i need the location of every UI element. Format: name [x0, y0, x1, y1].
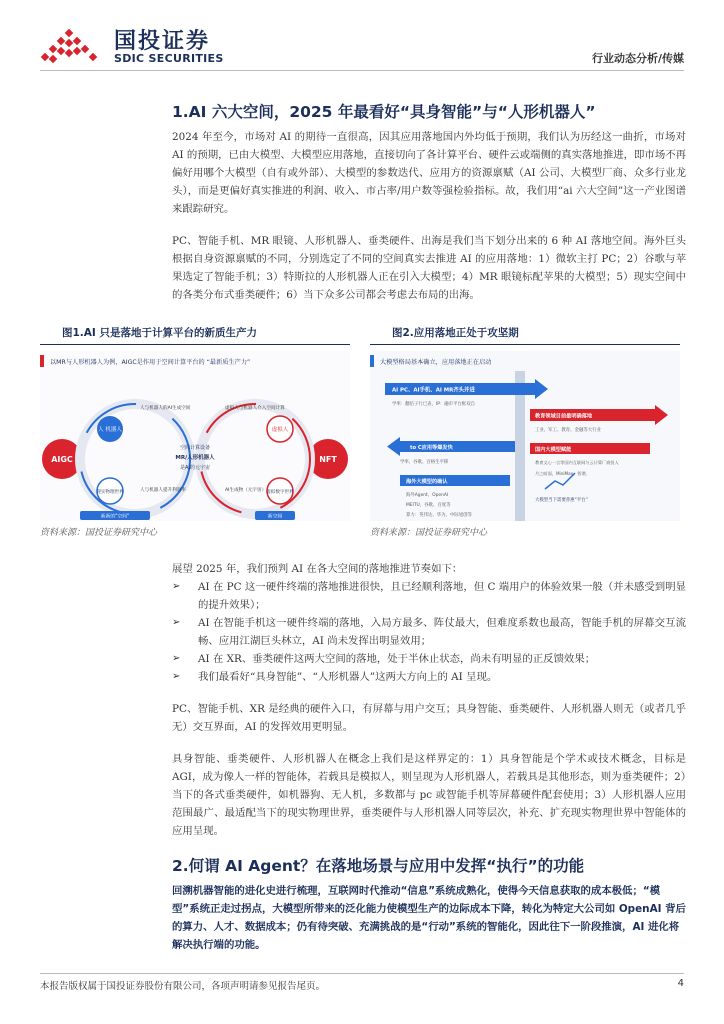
header-divider: [40, 70, 684, 71]
bottom-sub-label: 算力：英伟达、华为、中际旭创等: [406, 513, 472, 518]
section2-para: 回溯机器智能的进化史进行梳理，互联网时代推动“信息”系统成熟化，使得今天信息获取的成本极低；“模型”系统正走过拐点，大模型所带来的泛化能力使模型生产的边际成本下降，转化为特定大公司如 OpenAI 背后的算力、人才、数据成本；仍有待突破、充满挑战的是“行动”系统的智能化，因此往下一阶段推演，AI 进化将解决执行端的功能。: [172, 885, 686, 951]
figure1-banner-marker: [40, 355, 44, 367]
real-space-label: 虚拟人与机器人介入空间计算: [225, 406, 285, 411]
outlook-bullet: ➢ 我们最看好“具身智能”、“人形机器人”这两大方向上的 AI 呈现。: [172, 668, 686, 686]
logo-en-text: SDIC SECURITIES: [114, 52, 224, 65]
report-category: 行业动态分析/传媒: [591, 52, 684, 65]
new-space-label: 新空间: [267, 514, 283, 520]
ai-creates-label: 新新的"空间": [100, 514, 130, 520]
overseas-label: 海外大模型的确认: [406, 479, 448, 485]
figure2-title: 图2.应用落地正处于攻坚期: [370, 325, 680, 345]
figure2: [370, 325, 680, 540]
figure2-banner-marker: [370, 355, 374, 367]
figure1-source: 资料来源：国投证券研究中心: [40, 528, 158, 538]
section1-title: 1.AI 六大空间，2025 年最看好“具身智能”与“人形机器人”: [172, 103, 596, 121]
page-number: 4: [677, 978, 684, 989]
edu-sub: 工业、军工、教育、金融等大行业: [535, 428, 601, 433]
sdic-logo-mark-icon: [40, 26, 104, 66]
overseas-sub: 海外Agent、OpenAI: [406, 493, 449, 498]
figure1-diagram: [40, 351, 350, 521]
figure2-diagram: [370, 351, 680, 521]
mid-left-label: to C应用等爆发快: [410, 445, 453, 451]
mr-ar-label: MR/人形机器人: [175, 455, 215, 461]
outlook-bullet: ➢ AI 在智能手机这一硬件终端的落地，入局方最多、阵仗最大，但难度系数也最高，智能手机的屏幕交互流畅、应用江湖巨头林立，AI 尚未发挥出明显效用；: [172, 614, 686, 650]
section1-para1: 2024 年至今，市场对 AI 的期待一直很高，因其应用落地国内外均低于预期，我们认为历经这一曲折，市场对 AI 的预期，已由大模型、大模型应用落地，直接切向了各计算平台、硬件云或端侧的真实落地推进，即市场不再偏好用哪个大模型（自有或外部）、大模型的参数迭代、应用方的资源禀赋（AI 公司、大模型厂商、众多行业龙头），而是更偏好真实推进的利润、收入、市占率/用户数等强检验指标。故，我们用“ai 六大空间”这一产业图谱来跟踪研究。: [172, 131, 686, 215]
right-mid-label: 月之暗面，MiniMax，智谱、: [535, 471, 590, 476]
bottom-left-label: MEITU、谷歌、百度等: [406, 503, 451, 508]
ai-gen-label: AI生成物（元宇宙）: [225, 488, 267, 493]
domestic-label: 国内大模型赋能: [535, 447, 572, 453]
space-computing-label: 空间计算设备: [179, 445, 211, 451]
outlook-bullets: [172, 578, 686, 686]
page-header: [0, 0, 724, 75]
main-content: [172, 100, 686, 318]
top-arrow-label: AI PC、AI手机、AI MR齐头并进: [392, 387, 475, 394]
virtual-person-label: 虚拟人: [271, 427, 289, 433]
virtual-obj-label: 虚拟数字世界: [266, 490, 294, 495]
footer-disclaimer: 本报告版权属于国投证券股份有限公司，各项声明请参见报告尾页。: [40, 981, 326, 992]
footer-divider: [40, 973, 684, 974]
section2-title: 2.何谓 AI Agent？在落地场景与应用中发挥“执行”的功能: [172, 857, 585, 875]
robot-gen-label: 人与机器人的AI生成空间: [140, 406, 191, 411]
section1-para4: 具身智能、垂类硬件、人形机器人在概念上我们是这样界定的：1）具身智能是个学术或技术概念，目标是 AGI，成为像人一样的智能体，若载具是模拟人，则呈现为人形机器人，若载具是其他形态，则为垂类硬件；2）当下的各式垂类硬件，如机器狗、无人机，多数都与 pc 或智能手机等屏幕硬件配套使用；3）人形机器人应用范围最广、最适配当下的现实物理世界，垂类硬件与人形机器人同等层次，补充、扩充现实物理世界中智能体的应用呈现。: [172, 753, 686, 837]
figure1-title: 图1.AI 只是落地于计算平台的新质生产力: [40, 325, 350, 345]
figure1: [40, 325, 350, 540]
domestic-sub: 教育文心一言等国内互联网与云计算厂商投入: [535, 460, 619, 465]
outlook-bullet: ➢ AI 在 PC 这一硬件终端的落地推进很快，且已经顺利落地，但 C 端用户的体验效果一般（并未感受到明显的提升效果）；: [172, 578, 686, 614]
aigc-label: AIGC: [51, 455, 73, 464]
mid-left-sub: 学率、谷歌、百格生平移: [400, 460, 449, 465]
main-content-lower: [172, 560, 686, 954]
outlook-intro: 展望 2025 年，我们预判 AI 在各大空间的落地推进节奏如下：: [172, 563, 463, 575]
section1-para3: PC、智能手机、XR 是经典的硬件入口，有屏幕与用户交互；具身智能、垂类硬件、人形机器人则无（或者几乎无）交互界面，AI 的发挥效用更明显。: [172, 703, 686, 733]
person-robot-label: 人 机器人: [98, 427, 122, 433]
logo-cn-text: 国投证券: [114, 29, 211, 54]
virtual-world-label: 是AI的元宇宙: [180, 465, 210, 471]
figure2-banner: 大模型格局基本确立，应用落地正在启动: [380, 359, 492, 366]
figure1-banner: 以MR与人形机器人为例，AIGC是作用于空间计算平台的 “最新质生产力”: [50, 359, 251, 366]
top-arrow-sub: 学率：翻倍子行已表，IP：融市平台框双自: [392, 402, 475, 407]
real-obj-label: 现实物理世界: [96, 490, 124, 495]
edu-label: 教育领域目前最明确落地: [535, 413, 593, 420]
enhance-label: 人与机器人提升利润率: [140, 488, 186, 493]
outlook-bullet: ➢ AI 在 XR、垂类硬件这两大空间的落地，处于半休止状态，尚未有明显的正反馈效果；: [172, 650, 686, 668]
sdic-logo: [40, 24, 260, 66]
right-bottom-label: 大模型当下需要普惠“平台”: [535, 498, 588, 503]
figures-row: [40, 325, 684, 540]
section1-para2: PC、智能手机、MR 眼镜、人形机器人、垂类硬件、出海是我们当下划分出来的 6 种 AI 落地空间。海外巨头根据自身资源禀赋的不同，分别选定了不同的空间真实去推进 AI 的应用落地：1）微软主打 PC；2）谷歌与苹果选定了智能手机；3）特斯拉的人形机器人正在引入大模型；4）MR 眼镜标配苹果的大模型；5）现实空间中的各类分布式垂类硬件；6）当下众多公司都会考虑去布局的出海。: [172, 235, 686, 301]
nft-label: NFT: [319, 455, 337, 464]
figure2-source: 资料来源：国投证券研究中心: [370, 528, 488, 538]
